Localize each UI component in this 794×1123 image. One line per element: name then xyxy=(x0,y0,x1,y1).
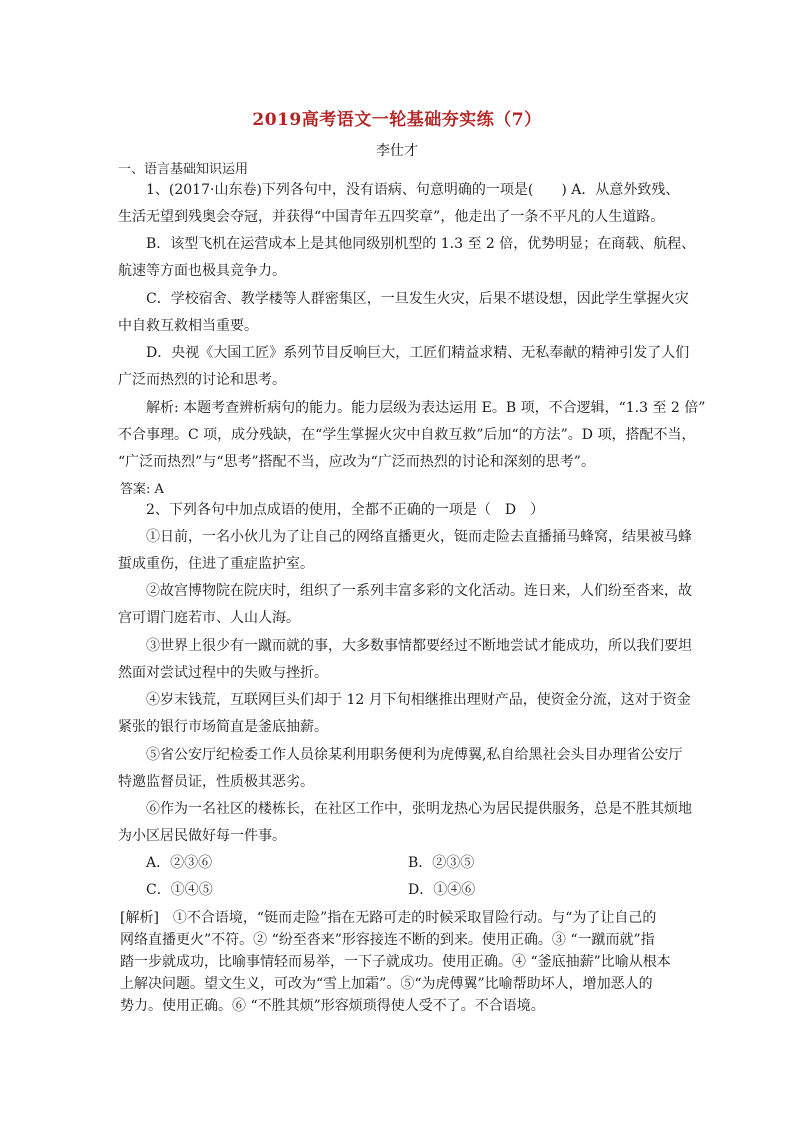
q1-stem-line-2: 生活无望到残奥会夺冠，并获得“中国青年五四奖章”，他走出了一条不平凡的人生道路。 xyxy=(118,209,665,225)
q2-sentence-4-line-1: ④岁末钱荒，互联网巨头们却于 12 月下旬相继推出理财产品，使资金分流，这对于资金 xyxy=(146,692,691,708)
q1-answer: 答案: A xyxy=(120,482,164,497)
author-name: 李仕才 xyxy=(376,143,418,159)
q2-sentence-3-line-2: 然面对尝试过程中的失败与挫折。 xyxy=(118,665,328,681)
q2-option-b: B．②③⑤ xyxy=(408,855,475,871)
q2-option-d: D．①④⑥ xyxy=(408,882,476,898)
q2-sentence-5-line-1: ⑤省公安厅纪检委工作人员徐某利用职务便利为虎傅翼,私自给黑社会头目办理省公安厅 xyxy=(146,747,683,763)
q2-explanation-line-5: 势力。使用正确。⑥ “不胜其烦”形容烦琐得使人受不了。不合语境。 xyxy=(120,998,545,1014)
q2-sentence-1-line-1: ①日前，一名小伙儿为了让自己的网络直播更火，铤而走险去直播捅马蜂窝，结果被马蜂 xyxy=(146,529,692,545)
q2-sentence-2-line-2: 宫可谓门庭若市、人山人海。 xyxy=(118,610,300,626)
q2-explanation-line-3: 踏一步就成功，比喻事情轻而易举，一下子就成功。使用正确。④ “釜底抽薪”比喻从根本 xyxy=(120,954,671,970)
q2-explanation-line-4: 上解决问题。望文生义，可改为“雪上加霜”。⑤“为虎傅翼”比喻帮助坏人，增加恶人的 xyxy=(120,976,653,992)
q1-option-c-line-1: C．学校宿舍、教学楼等人群密集区，一旦发生火灾，后果不堪设想，因此学生掌握火灾 xyxy=(146,291,689,307)
q2-sentence-3-line-1: ③世界上很少有一蹴而就的事，大多数事情都要经过不断地尝试才能成功，所以我们要坦 xyxy=(146,638,692,654)
q2-option-c: C．①④⑤ xyxy=(146,882,213,898)
q1-stem-line-1: 1、(2017·山东卷)下列各句中，没有语病、句意明确的一项是( ) A．从意外致残、 xyxy=(146,182,680,198)
q1-option-c-line-2: 中自救互救相当重要。 xyxy=(118,318,258,334)
q2-sentence-6-line-1: ⑥作为一名社区的楼栋长，在社区工作中，张明龙热心为居民提供服务，总是不胜其烦地 xyxy=(146,801,692,817)
q2-stem: 2、下列各句中加点成语的使用，全都不正确的一项是（ D ） xyxy=(146,502,545,518)
q1-option-b-line-2: 航速等方面也极具竞争力。 xyxy=(118,263,286,279)
q1-option-d-line-2: 广泛而热烈的讨论和思考。 xyxy=(118,372,286,388)
q2-sentence-1-line-2: 蜇成重伤，住进了重症监护室。 xyxy=(118,556,314,572)
q2-option-a: A．②③⑥ xyxy=(146,855,213,871)
q2-explanation-line-1: [解析] ①不合语境，“铤而走险”指在无路可走的时候采取冒险行动。与“为了让自己的 xyxy=(120,910,657,926)
q1-option-d-line-1: D．央视《大国工匠》系列节目反响巨大，工匠们精益求精、无私奉献的精神引发了人们 xyxy=(146,345,690,361)
q1-analysis-line-1: 解析: 本题考查辨析病句的能力。能力层级为表达运用 E。B 项，不合逻辑，“1.3 至 2 倍” xyxy=(146,400,706,416)
q2-explanation-line-2: 网络直播更火”不符。② “纷至沓来”形容接连不断的到来。使用正确。③ “一蹴而就”指 xyxy=(120,932,655,948)
q2-sentence-6-line-2: 为小区居民做好每一件事。 xyxy=(118,828,286,844)
section-heading: 一、语言基础知识运用 xyxy=(118,162,249,177)
q2-sentence-4-line-2: 紧张的银行市场简直是釜底抽薪。 xyxy=(118,719,328,735)
q1-analysis-line-2: 不合事理。C 项，成分残缺，在“学生掌握火灾中自救互救”后加“的方法”。D 项，搭配不当， xyxy=(118,427,696,443)
q1-option-b-line-1: B．该型飞机在运营成本上是其他同级别机型的 1.3 至 2 倍，优势明显；在商载、航程、 xyxy=(146,236,696,252)
q2-sentence-2-line-1: ②故宫博物院在院庆时，组织了一系列丰富多彩的文化活动。连日来，人们纷至沓来，故 xyxy=(146,583,692,599)
document-title: 2019高考语文一轮基础夯实练（7） xyxy=(252,110,542,130)
q1-analysis-line-3: “广泛而热烈”与“思考”搭配不当，应改为“广泛而热烈的讨论和深刻的思考”。 xyxy=(118,454,595,470)
q2-sentence-5-line-2: 特邀监督员证，性质极其恶劣。 xyxy=(118,774,314,790)
